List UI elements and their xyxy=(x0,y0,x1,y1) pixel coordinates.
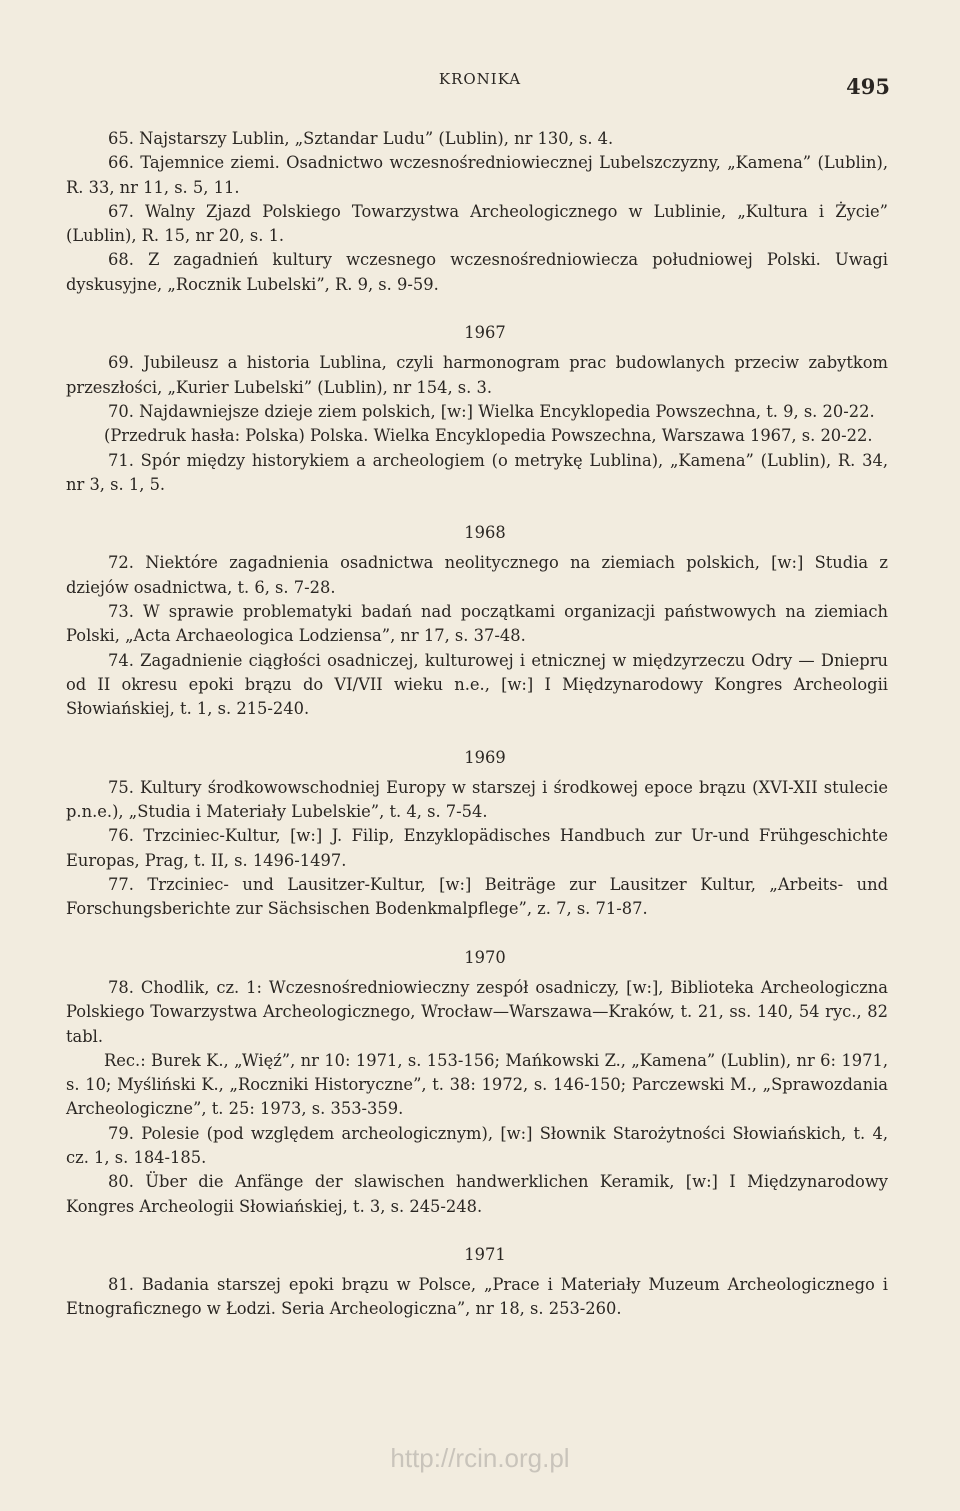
year-heading: 1971 xyxy=(464,1244,506,1264)
bibliography-entry: 73. W sprawie problematyki badań nad początkami organizacji państwowych na ziemiach Polski, „Acta Archaeologica Lodziensa”, nr 17, s. 37-48. xyxy=(66,602,888,646)
year-heading: 1969 xyxy=(464,747,506,767)
bibliography-entry: 69. Jubileusz a historia Lublina, czyli harmonogram prac budowlanych przeciw zabytkom przeszłości, „Kurier Lubelski” (Lublin), nr 154, s. 3. xyxy=(66,353,888,397)
bibliography-entry: 79. Polesie (pod względem archeologicznym), [w:] Słownik Starożytności Słowiańskich, t. 4, cz. 1, s. 184-185. xyxy=(66,1123,888,1167)
bibliography-note: (Przedruk hasła: Polska) Polska. Wielka Encyklopedia Powszechna, Warszawa 1967, s. 20-22. xyxy=(104,426,873,446)
bibliography-entry: 75. Kultury środkowowschodniej Europy w starszej i środkowej epoce brązu (XVI-XII stulecie p.n.e.), „Studia i Materiały Lubelskie”, t. 4, s. 7-54. xyxy=(66,777,888,822)
bibliography-entry: 67. Walny Zjazd Polskiego Towarzystwa Archeologicznego w Lublinie, „Kultura i Życie” (Lublin), R. 15, nr 20, s. 1. xyxy=(66,201,888,246)
bibliography-entry: 72. Niektóre zagadnienia osadnictwa neolitycznego na ziemiach polskich, [w:] Studia z dziejów osadnictwa, t. 6, s. 7-28. xyxy=(66,553,888,597)
bibliography-entry: 77. Trzciniec- und Lausitzer-Kultur, [w:] Beiträge zur Lausitzer Kultur, „Arbeits- und Forschungsberichte zur Sächsischen Bodenkmalpflege”, z. 7, s. 71-87. xyxy=(66,875,888,919)
bibliography-entry: 81. Badania starszej epoki brązu w Polsce, „Prace i Materiały Muzeum Archeologicznego i Etnograficznego w Łodzi. Seria Archeologiczna”, nr 18, s. 253-260. xyxy=(66,1275,888,1319)
bibliography-entry: 76. Trzciniec-Kultur, [w:] J. Filip, Enzyklopädisches Handbuch zur Ur-und Frühgeschichte Europas, Prag, t. II, s. 1496-1497. xyxy=(66,826,888,870)
year-heading: 1968 xyxy=(464,523,506,543)
running-head: KRONIKA xyxy=(438,70,522,88)
bibliography-entry: 71. Spór między historykiem a archeologiem (o metrykę Lublina), „Kamena” (Lublin), R. 34, nr 3, s. 1, 5. xyxy=(66,450,888,494)
bibliography-note: Rec.: Burek K., „Więź”, nr 10: 1971, s. 153-156; Mańkowski Z., „Kamena” (Lublin), nr 6: 1971, s. 10; Myśliński K., „Roczniki Historyczne”, t. 38: 1972, s. 146-150; Parczewski M., „Sprawozdania Archeologiczne”, t. 25: 1973, s. 353-359. xyxy=(66,1050,888,1119)
bibliography-entry: 66. Tajemnice ziemi. Osadnictwo wczesnośredniowiecznej Lubelszczyzny, „Kamena” (Lublin), R. 33, nr 11, s. 5, 11. xyxy=(66,153,888,197)
page-number: 495 xyxy=(846,74,890,99)
year-heading: 1970 xyxy=(464,947,506,967)
bibliography-entry: 74. Zagadnienie ciągłości osadniczej, kulturowej i etnicznej w międzyrzeczu Odry — Dniepru od II okresu epoki brązu do VI/VII wieku n.e., [w:] I Międzynarodowy Kongres Archeologii Słowiańskiej, t. 1, s. 215-240. xyxy=(66,650,888,719)
bibliography-entry: 70. Najdawniejsze dzieje ziem polskich, [w:] Wielka Encyklopedia Powszechna, t. 9, s. 20-22. xyxy=(108,401,875,421)
bibliography-entry: 65. Najstarszy Lublin, „Sztandar Ludu” (Lublin), nr 130, s. 4. xyxy=(108,129,614,148)
bibliography-entry: 78. Chodlik, cz. 1: Wczesnośredniowieczny zespół osadniczy, [w:], Biblioteka Archeologiczna Polskiego Towarzystwa Archeologicznego, Wrocław—Warszawa—Kraków, t. 21, ss. 140, 54 ryc., 82 tabl. xyxy=(66,977,888,1046)
bibliography-entry: 80. Über die Anfänge der slawischen handwerklichen Keramik, [w:] I Międzynarodowy Kongres Archeologii Słowiańskiej, t. 3, s. 245-248. xyxy=(66,1172,888,1216)
bibliography-entry: 68. Z zagadnień kultury wczesnego wczesnośredniowiecza południowej Polski. Uwagi dyskusyjne, „Rocznik Lubelski”, R. 9, s. 9-59. xyxy=(66,250,888,294)
watermark-url: http://rcin.org.pl xyxy=(390,1443,570,1473)
year-heading: 1967 xyxy=(464,323,506,343)
bibliography-list xyxy=(66,127,888,1322)
